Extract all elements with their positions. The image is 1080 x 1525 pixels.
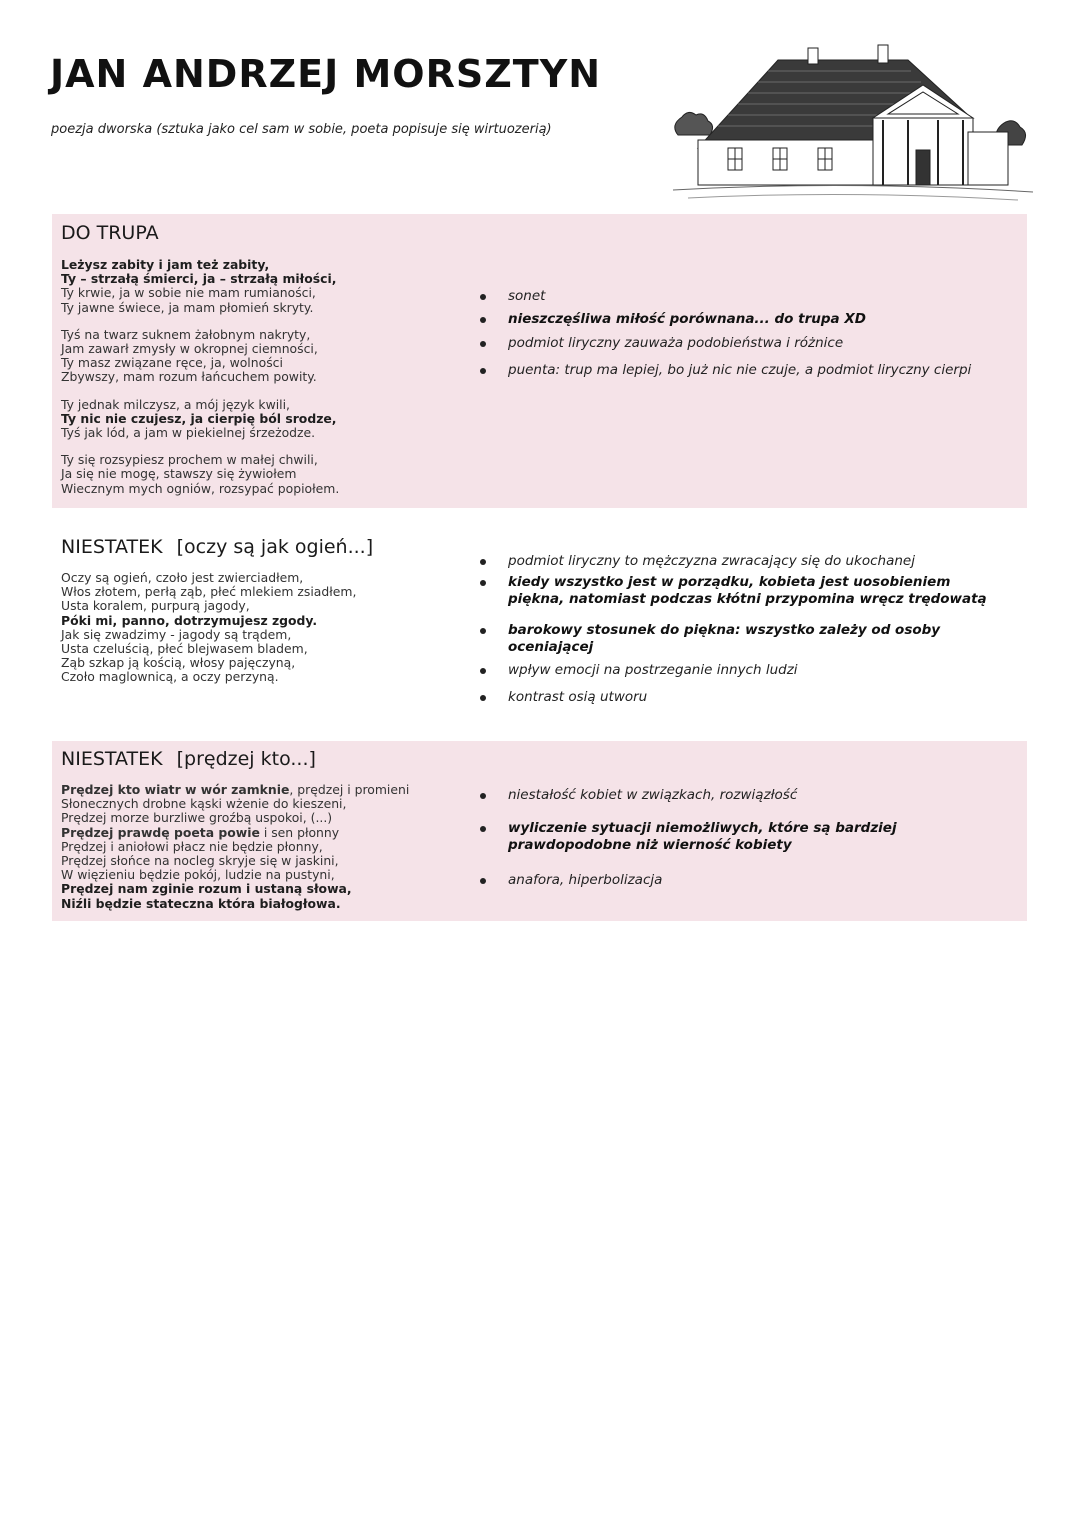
note-text: wyliczenie sytuacji niemożliwych, które są bardziej prawdopodobne niż wierność kobiety xyxy=(508,820,897,853)
poem-line: Usta czeluścią, płeć blejwasem bladem, xyxy=(61,641,308,657)
notes-list xyxy=(482,288,971,379)
poem-line-bold: Prędzej kto wiatr w wór zamknie xyxy=(61,782,290,797)
note-text: barokowy stosunek do piękna: wszystko zależy od osoby oceniającej xyxy=(508,622,941,655)
poem-line: Póki mi, panno, dotrzymujesz zgody. xyxy=(61,612,318,628)
section-title-text: NIESTATEK xyxy=(61,536,163,558)
note-item xyxy=(482,311,971,328)
note-text: kiedy wszystko jest w porządku, kobieta jest uosobieniem piękna, natomiast podczas kłótni przypomina wręcz trędowatą xyxy=(508,574,987,607)
notes-list xyxy=(482,553,1022,706)
section-subtitle: [oczy są jak ogień...] xyxy=(176,536,374,558)
note-item xyxy=(482,820,1018,854)
poem-line: Niźli będzie stateczna która białogłowa. xyxy=(61,895,341,911)
poem-stanza xyxy=(61,783,409,911)
poem xyxy=(61,783,409,924)
poem-line: Ty – strzałą śmierci, ja – strzałą miłości, xyxy=(61,271,337,287)
bullet-icon xyxy=(480,341,486,347)
section-niestatek-oczy xyxy=(52,528,1027,728)
poem-line: Prędzej nam zginie rozum i ustaną słowa, xyxy=(61,881,352,897)
page-title: JAN ANDRZEJ MORSZTYN xyxy=(50,52,602,96)
poem-line: Tyś na twarz suknem żałobnym nakryty, xyxy=(61,326,311,342)
bullet-icon xyxy=(480,559,486,565)
section-title-text: NIESTATEK xyxy=(61,748,163,770)
page-subtitle: poezja dworska (sztuka jako cel sam w sobie, poeta popisuje się wirtuozerią) xyxy=(51,122,552,137)
note-text: kontrast osią utworu xyxy=(508,689,648,705)
poem-line: Wiecznym mych ogniów, rozsypać popiołem. xyxy=(61,480,340,496)
note-item xyxy=(482,662,1022,679)
poem-stanza xyxy=(61,258,339,315)
section-title-text: DO TRUPA xyxy=(61,222,159,244)
section-title xyxy=(61,222,159,244)
note-text: sonet xyxy=(508,288,546,304)
poem xyxy=(61,571,356,698)
poem-line: Prędzej kto wiatr w wór zamknie, prędzej i promieni xyxy=(61,782,410,797)
poem-stanza xyxy=(61,453,339,496)
bullet-icon xyxy=(480,668,486,674)
note-text: podmiot liryczny zauważa podobieństwa i różnice xyxy=(508,335,844,351)
poem xyxy=(61,258,339,509)
poem-line: Prędzej prawdę poeta powie i sen płonny xyxy=(61,824,340,840)
poem-line: Leżysz zabity i jam też zabity, xyxy=(61,257,270,272)
poem-line: Ty krwie, ja w sobie nie mam rumianości, xyxy=(61,285,316,301)
bullet-icon xyxy=(480,368,486,374)
bullet-icon xyxy=(480,294,486,300)
poem-stanza xyxy=(61,328,339,385)
poem-line: Jam zawarł zmysły w okropnej ciemności, xyxy=(61,341,318,357)
poem-line: Włos złotem, perłą ząb, płeć mlekiem zsiadłem, xyxy=(61,584,357,600)
poem-stanza xyxy=(61,398,339,441)
bullet-icon xyxy=(480,793,486,799)
note-text: podmiot liryczny to mężczyzna zwracający się do ukochanej xyxy=(508,553,915,569)
note-text: nieszczęśliwa miłość porównana... do trupa XD xyxy=(508,311,866,327)
poem-line: Ty jawne świece, ja mam płomień skryty. xyxy=(61,299,314,315)
section-do-trupa xyxy=(52,214,1027,508)
bullet-icon xyxy=(480,580,486,586)
poem-line: Prędzej morze burzliwe groźbą uspokoi, (...) xyxy=(61,810,333,826)
section-niestatek-predzej xyxy=(52,741,1027,921)
note-item xyxy=(482,335,971,352)
note-text: niestałość kobiet w związkach, rozwiązłość xyxy=(508,787,798,803)
poem-line: Zbywszy, mam rozum łańcuchem powity. xyxy=(61,369,317,385)
note-item xyxy=(482,362,971,379)
bullet-icon xyxy=(480,317,486,323)
bullet-icon xyxy=(480,695,486,701)
poem-line: Ty się rozsypiesz prochem w małej chwili, xyxy=(61,452,318,468)
poem-line: Ząb szkap ją kością, włosy pajęczyną, xyxy=(61,655,296,671)
poem-line: Słonecznych drobne kąski wżenie do kieszeni, xyxy=(61,796,347,812)
note-item xyxy=(482,689,1022,706)
notes-list xyxy=(482,787,1022,889)
poem-line: Jak się zwadzimy - jagody są trądem, xyxy=(61,626,292,642)
manor-house-illustration xyxy=(668,40,1038,210)
note-item xyxy=(482,288,971,305)
section-subtitle: [prędzej kto...] xyxy=(176,748,316,770)
bullet-icon xyxy=(480,628,486,634)
poem-line: Prędzej słońce na nocleg skryje się w jaskini, xyxy=(61,853,339,869)
poem-line-bold: Prędzej prawdę poeta powie xyxy=(61,824,260,840)
poem-line: Tyś jak lód, a jam w piekielnej śrzeżodze. xyxy=(61,425,316,441)
bullet-icon xyxy=(480,878,486,884)
poem-line: Usta koralem, purpurą jagody, xyxy=(61,598,250,614)
note-text: anafora, hiperbolizacja xyxy=(508,872,663,888)
poem-stanza xyxy=(61,571,356,685)
note-item xyxy=(482,553,1022,570)
note-text: wpływ emocji na postrzeganie innych ludzi xyxy=(508,662,798,678)
note-item xyxy=(482,622,1022,656)
bullet-icon xyxy=(480,826,486,832)
section-title xyxy=(61,536,373,558)
poem-line: Ty nic nie czujesz, ja cierpię ból srodze, xyxy=(61,410,337,426)
section-title xyxy=(61,748,316,770)
poem-line: Ty masz związane ręce, ja, wolności xyxy=(61,355,283,371)
poem-line: W więzieniu będzie pokój, ludzie na pustyni, xyxy=(61,867,335,883)
poem-line: Ja się nie mogę, stawszy się żywiołem xyxy=(61,466,297,482)
note-item xyxy=(482,787,1022,804)
note-item xyxy=(482,872,1022,889)
note-item xyxy=(482,574,988,608)
note-text: puenta: trup ma lepiej, bo już nic nie czuje, a podmiot liryczny cierpi xyxy=(508,362,972,378)
poem-line: Ty jednak milczysz, a mój język kwili, xyxy=(61,396,290,412)
poem-line: Oczy są ogień, czoło jest zwierciadłem, xyxy=(61,570,304,585)
poem-line: Prędzej i aniołowi płacz nie będzie płonny, xyxy=(61,838,323,854)
poem-line: Czoło maglownicą, a oczy perzyną. xyxy=(61,669,279,685)
